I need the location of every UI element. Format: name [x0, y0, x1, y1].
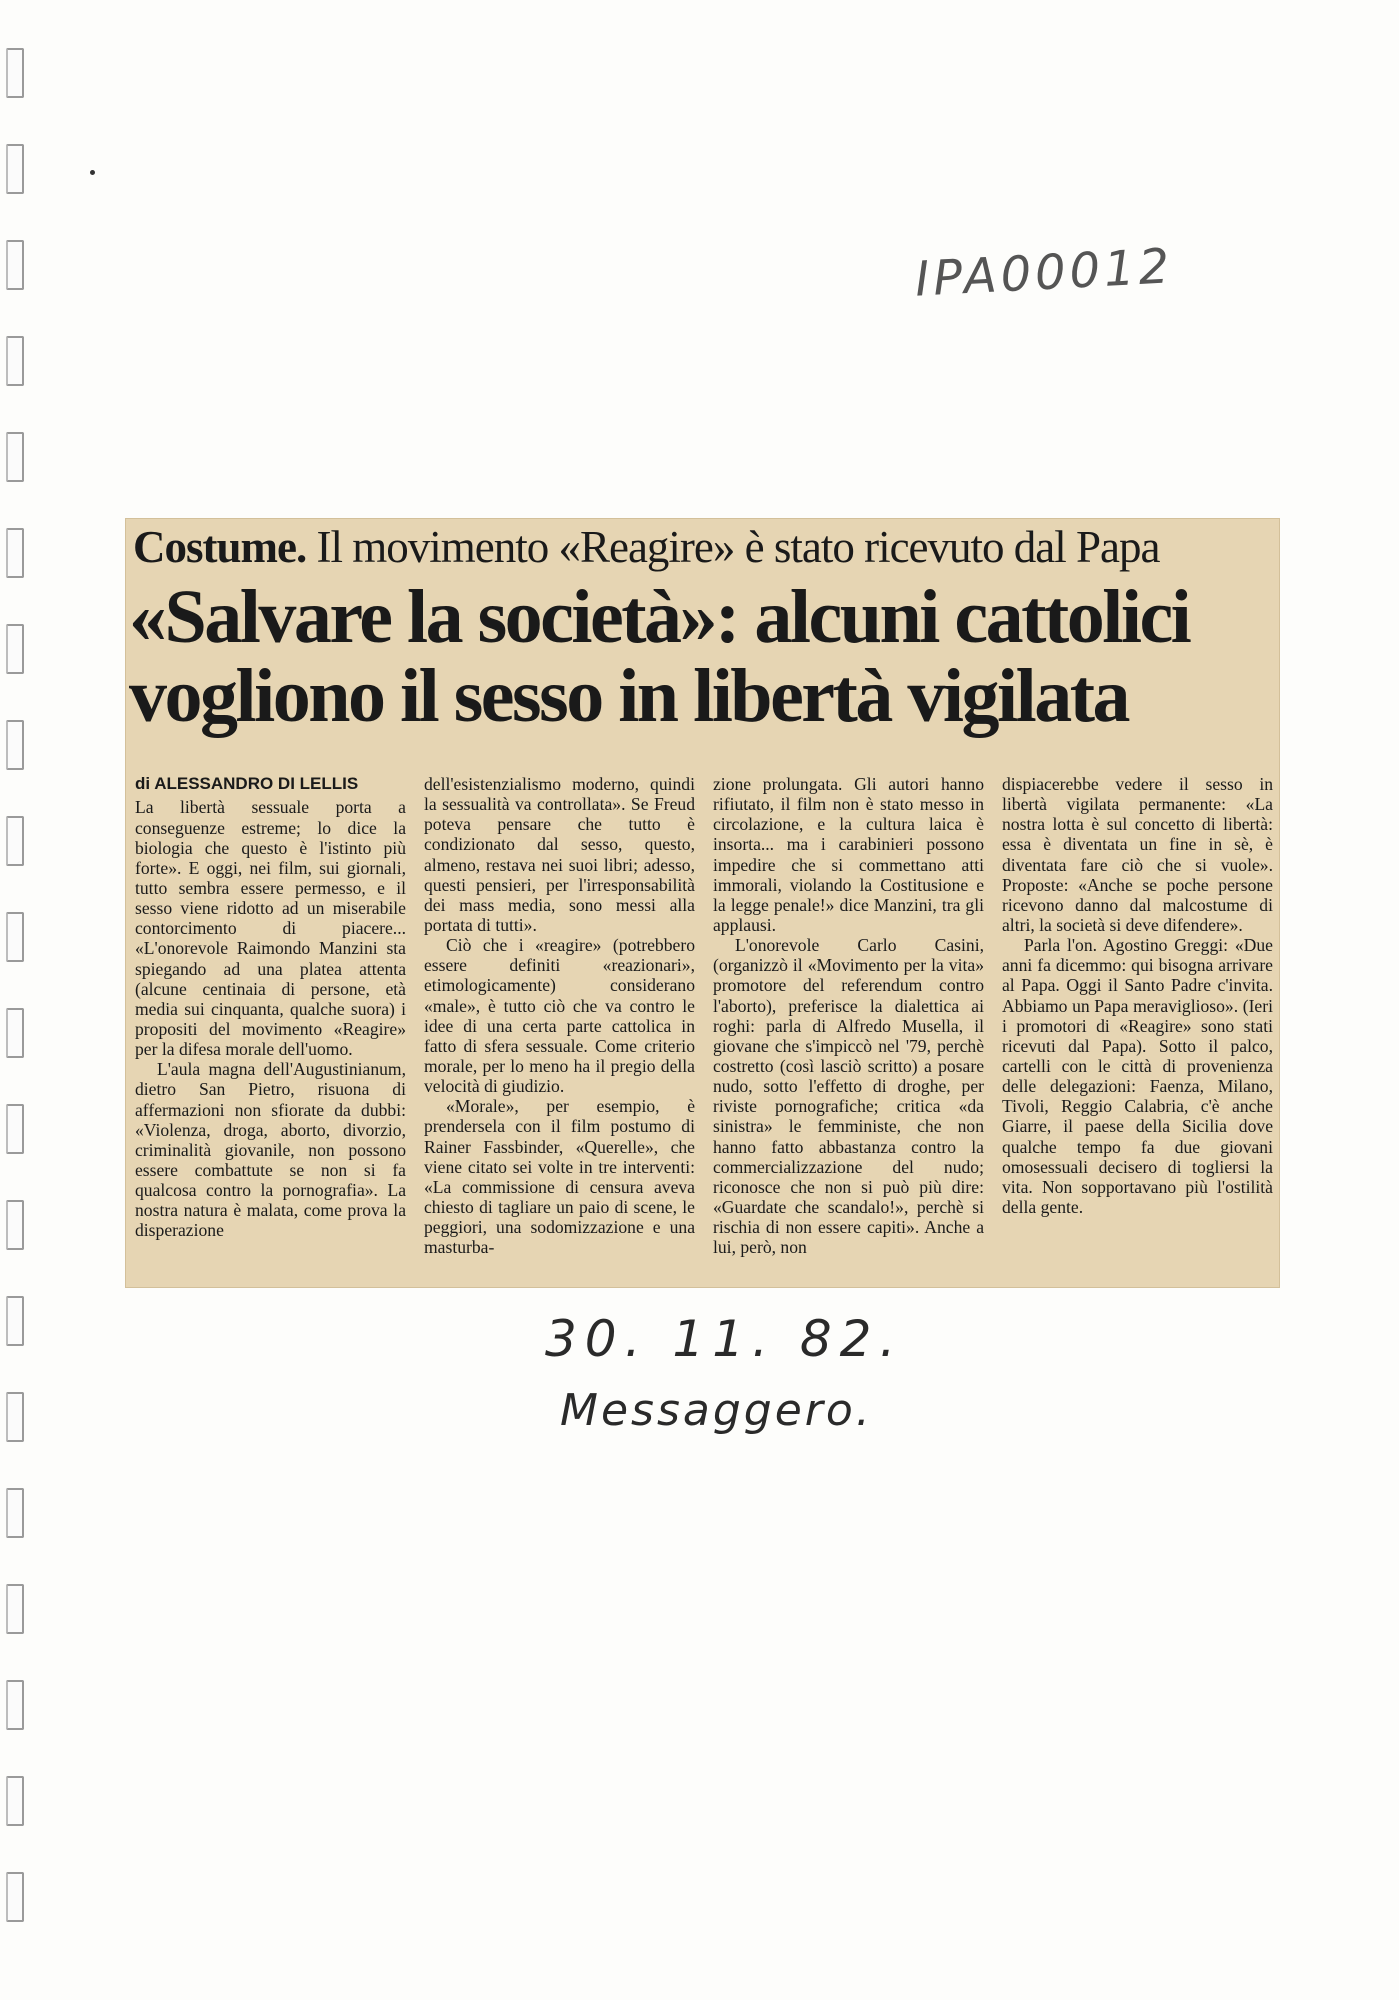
binder-hole [6, 240, 24, 290]
binder-hole [6, 816, 24, 866]
paragraph: dispiacerebbe vedere il sesso in libertà vigilata permanente: «La nostra lotta è sul concetto di libertà: essa è diventata un fine in sè, è diventata fare ciò che si vuole». Proposte: «Anche se poche persone ricevono danno dal malcostume di altri, la società si deve difendere». [1002, 774, 1273, 935]
binder-hole [6, 432, 24, 482]
paragraph: «Morale», per esempio, è prendersela con il film postumo di Rainer Fassbinder, «Querelle», che viene citato sei volte in tre interventi: «La commissione di censura aveva chiesto di tagliare un paio di scene, le peggiori, una sodomizzazione e una masturba- [424, 1096, 695, 1258]
article-column-3 [713, 774, 984, 1284]
binder-hole [6, 1776, 24, 1826]
binder-hole [6, 1680, 24, 1730]
newspaper-clipping [125, 518, 1280, 1288]
ink-speck [90, 170, 95, 175]
binder-hole [6, 912, 24, 962]
binder-hole [6, 1872, 24, 1922]
binder-hole [6, 1584, 24, 1634]
paragraph: L'onorevole Carlo Casini, (organizzò il «Movimento per la vita» promotore del referendum contro l'aborto), preferisce la dialettica ai roghi: parla di Alfredo Musella, il giovane che s'impiccò nel '79, perchè costretto (così lasciò scritto) a posare nudo, sotto l'effetto di droghe, per riviste pornografiche; critica «da sinistra» le femministe, che non hanno fatto abbastanza contro la commercializzazione del nudo; riconosce che non si può più dire: «Guardate che scandalo!», perchè si rischia di non essere capiti». Anche a lui, però, non [713, 935, 984, 1258]
archive-code: IPA00012 [913, 238, 1175, 308]
binder-hole [6, 1392, 24, 1442]
byline: di ALESSANDRO DI LELLIS [135, 774, 359, 793]
paragraph: dell'esistenzialismo moderno, quindi la sessualità va controllata». Se Freud poteva pensare che tutto è condizionato dal sesso, questo, almeno, restava nei suoi libri; adesso, questi pensieri, per l'irresponsabilità dei mass media, sono messi alla portata di tutti». [424, 774, 695, 935]
headline [129, 575, 1274, 739]
binder-hole [6, 336, 24, 386]
binder-hole [6, 1008, 24, 1058]
binder-hole [6, 1104, 24, 1154]
paragraph: zione prolungata. Gli autori hanno rifiutato, il film non è stato messo in circolazione, e la cultura laica è insorta... ma i carabinieri possono impedire che si commettano atti immorali, violando la Costitusione e la legge penale!» dice Manzini, tra gli applausi. [713, 774, 984, 935]
paragraph: Parla l'on. Agostino Greggi: «Due anni fa dicemmo: qui bisogna arrivare al Papa. Oggi il Santo Padre c'invita. Abbiamo un Papa meraviglioso». (Ieri i promotori di «Reagire» sono stati ricevuti dal Papa). Sotto il palco, cartelli con le città di provenienza delle delegazioni: Faenza, Milano, Tivoli, Reggio Calabria, c'è anche Giarre, il paese della Sicilia dove qualche tempo fa due giovani omosessuali decisero di togliersi la vita. Non sopportavano più l'ostilità della gente. [1002, 935, 1273, 1217]
binder-hole [6, 144, 24, 194]
binder-hole [6, 48, 24, 98]
article-column-2 [424, 774, 695, 1284]
binder-hole [6, 1200, 24, 1250]
binder-hole [6, 528, 24, 578]
kicker-section: Costume. [133, 522, 307, 572]
paragraph: Ciò che i «reagire» (potrebbero essere definiti «reazionari», etimologicamente) considerano «male», è tutto ciò che va contro le idee di una certa parte cattolica in fatto di sfera sessuale. Come criterio morale, per lo meno ha il pregio della velocità di giudizio. [424, 935, 695, 1097]
handwritten-date: 30. 11. 82. [545, 1310, 904, 1368]
paragraph: La libertà sessuale porta a conseguenze estreme; lo dice la biologia che questo è l'istinto più forte». E oggi, nei film, sui giornali, tutto sembra essere permesso, e il sesso viene ridotto ad un miserabile contorcimento di piacere... «L'onorevole Raimondo Manzini sta spiegando ad una platea attenta (alcune centinaia di persone, età media sui cinquanta, qualche suora) i propositi del movimento «Reagire» per la difesa morale dell'uomo. [135, 797, 406, 1060]
binder-hole [6, 1296, 24, 1346]
binder-holes [6, 40, 28, 1990]
headline-line-1: «Salvare la società»: alcuni cattolici [129, 575, 1190, 659]
headline-line-2: vogliono il sesso in libertà vigilata [129, 654, 1128, 739]
binder-hole [6, 624, 24, 674]
article-body [135, 774, 1275, 1284]
article-column-4 [1002, 774, 1273, 1284]
handwritten-source: Messaggero. [560, 1385, 873, 1436]
binder-hole [6, 1488, 24, 1538]
paragraph: L'aula magna dell'Augustinianum, dietro San Pietro, risuona di affermazioni non sfiorate da dubbi: «Violenza, droga, aborto, divorzio, criminalità giovanile, non possono essere combattute se non si fa qualcosa contro la pornografia». La nostra natura è malata, come prova la disperazione [135, 1059, 406, 1241]
binder-hole [6, 720, 24, 770]
article-column-1 [135, 774, 406, 1284]
kicker-text: Il movimento «Reagire» è stato ricevuto dal Papa [306, 522, 1160, 572]
kicker [133, 524, 1273, 571]
